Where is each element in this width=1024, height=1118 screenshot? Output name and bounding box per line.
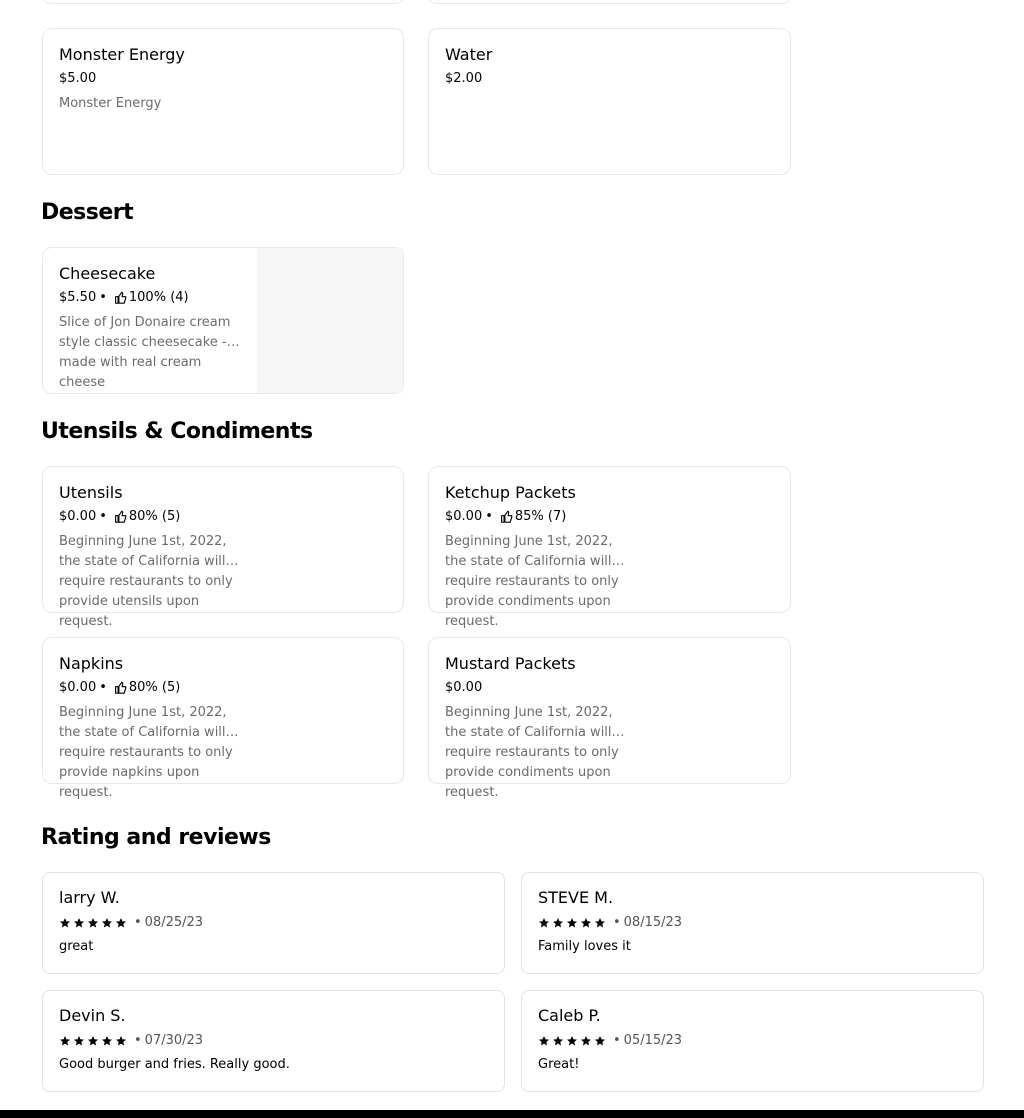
review-author: larry W. [59, 888, 120, 907]
item-name: Utensils [59, 483, 123, 502]
item-name: Napkins [59, 654, 124, 673]
item-price-rating: $5.50 • 100% (4) [59, 290, 189, 305]
thumbs-up-icon [114, 681, 127, 694]
item-description: Slice of Jon Donaire cream style classic cheesecake - made with real cream cheese [59, 315, 231, 390]
star-icon [538, 917, 550, 929]
star-icon [87, 1035, 99, 1047]
review-meta: • 05/15/23 [538, 1033, 682, 1048]
menu-item-card[interactable] [42, 28, 404, 175]
section-title-dessert: Dessert [41, 200, 134, 225]
item-price-rating: $0.00 • 80% (5) [59, 509, 181, 524]
thumbs-up-icon [114, 291, 127, 304]
item-price-rating: $0.00 • 85% (7) [445, 509, 567, 524]
review-meta: • 08/15/23 [538, 915, 682, 930]
item-image [257, 248, 403, 393]
star-icon [115, 917, 127, 929]
item-price: $2.00 [445, 71, 483, 86]
item-price-rating: $0.00 • 80% (5) [59, 680, 181, 695]
star-icon [552, 1035, 564, 1047]
review-text: Good burger and fries. Really good. [59, 1057, 290, 1072]
thumbs-up-icon [500, 510, 513, 523]
menu-item-card[interactable] [428, 637, 791, 800]
star-icon [594, 1035, 606, 1047]
review-date: 07/30/23 [144, 1033, 204, 1048]
star-icon [59, 1035, 71, 1047]
item-description: Beginning June 1st, 2022, the state of California will require restaurants to only provide napkins upon request. [59, 705, 233, 800]
review-card [42, 990, 505, 1092]
review-date: 05/15/23 [623, 1033, 683, 1048]
item-name: Mustard Packets [445, 654, 576, 673]
menu-item-card-partial[interactable] [428, 0, 791, 4]
review-card [521, 872, 984, 974]
star-rating [538, 917, 606, 929]
item-name: Water [445, 45, 493, 64]
menu-item-card[interactable] [42, 466, 404, 629]
star-rating [59, 917, 127, 929]
menu-item-card[interactable] [428, 466, 791, 629]
review-meta: • 08/25/23 [59, 915, 203, 930]
section-title-utensils: Utensils & Condiments [41, 419, 313, 444]
star-icon [115, 1035, 127, 1047]
review-date: 08/25/23 [144, 915, 204, 930]
item-price: $5.00 [59, 71, 97, 86]
review-text: Great! [538, 1057, 580, 1072]
review-date: 08/15/23 [623, 915, 683, 930]
star-icon [538, 1035, 550, 1047]
star-icon [73, 1035, 85, 1047]
item-description: Monster Energy [59, 96, 162, 111]
star-icon [59, 917, 71, 929]
bottom-bar [0, 1110, 1024, 1118]
menu-item-card[interactable] [42, 247, 404, 394]
item-description: Beginning June 1st, 2022, the state of California will require restaurants to only provide condiments upon request. [445, 534, 619, 629]
item-description: Beginning June 1st, 2022, the state of California will require restaurants to only provide utensils upon request. [59, 534, 233, 629]
item-price: $0.00 [445, 680, 483, 695]
star-icon [566, 917, 578, 929]
review-text: Family loves it [538, 939, 631, 954]
star-icon [87, 917, 99, 929]
star-icon [73, 917, 85, 929]
item-description: Beginning June 1st, 2022, the state of California will require restaurants to only provide condiments upon request. [445, 705, 619, 800]
review-text: great [59, 939, 94, 954]
item-name: Monster Energy [59, 45, 185, 64]
star-icon [580, 1035, 592, 1047]
item-name: Ketchup Packets [445, 483, 576, 502]
star-icon [580, 917, 592, 929]
menu-item-card[interactable] [428, 28, 791, 175]
menu-item-card-partial[interactable] [42, 0, 404, 4]
star-icon [566, 1035, 578, 1047]
review-meta: • 07/30/23 [59, 1033, 203, 1048]
thumbs-up-icon [114, 510, 127, 523]
star-icon [101, 917, 113, 929]
review-card [42, 872, 505, 974]
review-author: Devin S. [59, 1006, 126, 1025]
star-icon [552, 917, 564, 929]
review-author: STEVE M. [538, 888, 614, 907]
review-author: Caleb P. [538, 1006, 601, 1025]
star-icon [594, 917, 606, 929]
star-icon [101, 1035, 113, 1047]
section-title-reviews: Rating and reviews [41, 825, 271, 850]
star-rating [59, 1035, 127, 1047]
review-card [521, 990, 984, 1092]
menu-item-card[interactable] [42, 637, 404, 800]
star-rating [538, 1035, 606, 1047]
item-name: Cheesecake [59, 264, 156, 283]
